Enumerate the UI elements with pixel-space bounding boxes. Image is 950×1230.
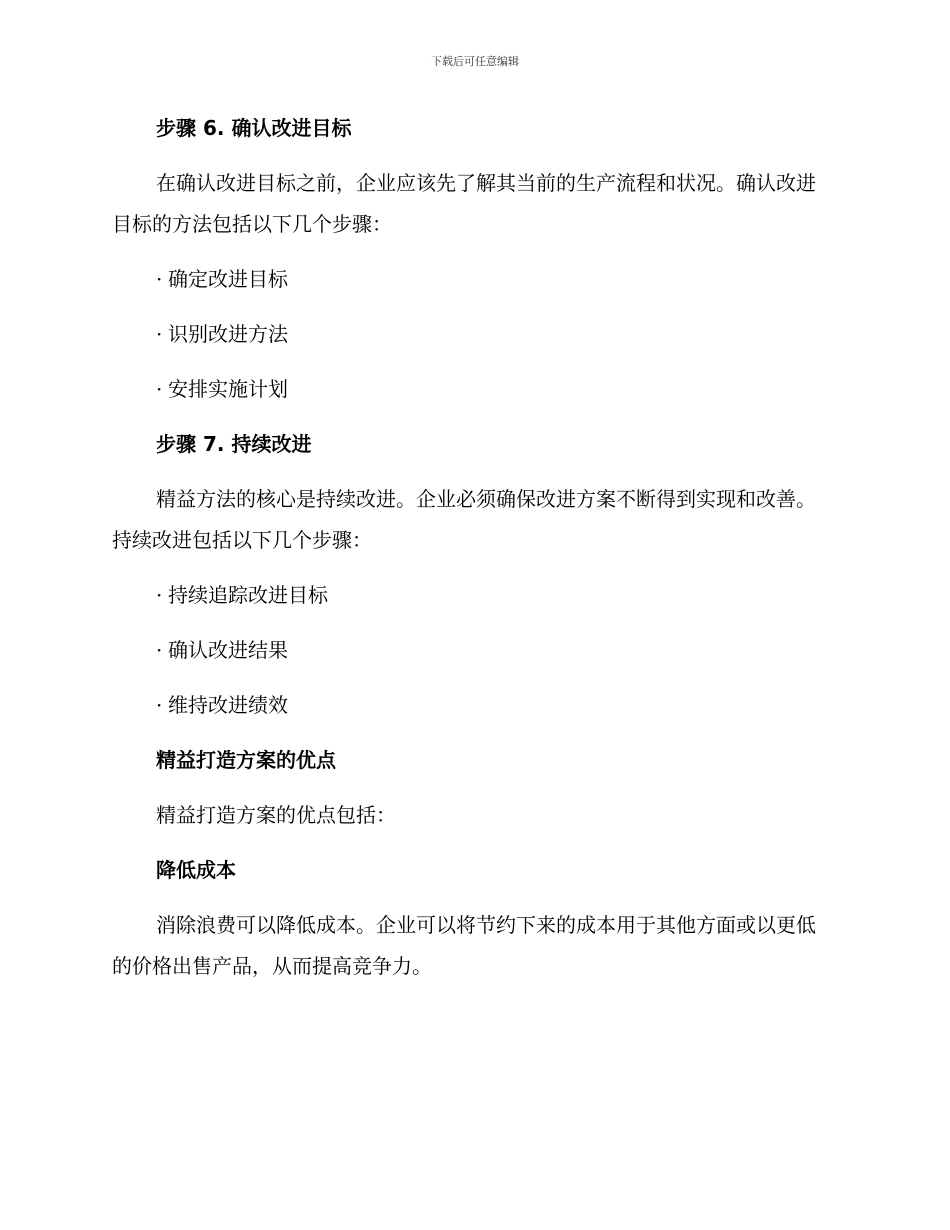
paragraph-step6: 在确认改进目标之前，企业应该先了解其当前的生产流程和状况。确认改进目标的方法包括以下几个步骤： xyxy=(112,171,816,236)
bullet-icon: · xyxy=(156,377,163,401)
list-item-text: 安排实施计划 xyxy=(168,377,288,401)
bullet-icon: · xyxy=(156,322,163,346)
list-item-text: 确认改进结果 xyxy=(168,638,288,662)
list-item-text: 确定改进目标 xyxy=(168,267,288,291)
section-heading-step7: 步骤 7. 持续改进 xyxy=(156,432,312,456)
bullet-icon: · xyxy=(156,693,163,717)
list-item xyxy=(112,369,832,409)
document-body xyxy=(112,108,832,1001)
list-item-text: 维持改进绩效 xyxy=(168,693,288,717)
header-note: 下载后可任意编辑 xyxy=(431,55,519,68)
bullet-icon: · xyxy=(156,638,163,662)
list-item xyxy=(112,630,832,670)
list-item-text: 持续追踪改进目标 xyxy=(168,583,328,607)
list-item xyxy=(112,685,832,725)
list-item-text: 识别改进方法 xyxy=(168,322,288,346)
section-heading-advantages: 精益打造方案的优点 xyxy=(156,748,336,772)
paragraph-cost: 消除浪费可以降低成本。企业可以将节约下来的成本用于其他方面或以更低的价格出售产品，从而提高竞争力。 xyxy=(112,913,816,978)
bullet-icon: · xyxy=(156,267,163,291)
list-item xyxy=(112,314,832,354)
list-item xyxy=(112,259,832,299)
bullet-icon: · xyxy=(156,583,163,607)
list-item xyxy=(112,575,832,615)
paragraph-step7: 精益方法的核心是持续改进。企业必须确保改进方案不断得到实现和改善。持续改进包括以下几个步骤： xyxy=(112,487,816,552)
section-heading-step6: 步骤 6. 确认改进目标 xyxy=(156,116,352,140)
section-heading-cost: 降低成本 xyxy=(156,858,236,882)
paragraph-advantages: 精益打造方案的优点包括： xyxy=(156,803,396,827)
